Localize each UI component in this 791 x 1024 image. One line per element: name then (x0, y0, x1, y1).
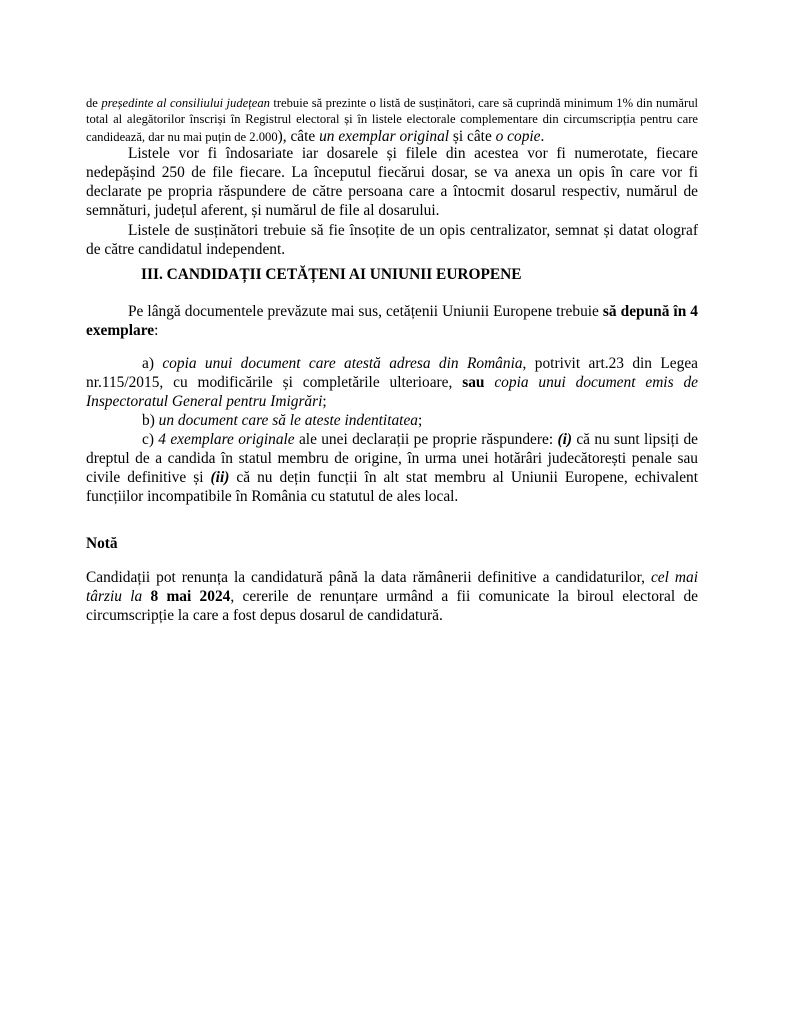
text-run: Candidații pot renunța la candidatură până la data rămânerii definitive a candidaturilor, (86, 569, 651, 586)
bold-run: să depună în 4 exemplare (86, 303, 698, 339)
note-paragraph (86, 568, 698, 625)
text-run: . (540, 128, 545, 145)
section-heading: III. CANDIDAȚII CETĂȚENI AI UNIUNII EUROPENE (141, 266, 522, 283)
text-run: că nu sunt lipsiți de dreptul de a candida în statul membru de origine, în urma unei hotărâri judecătorești penale sau civile definitive și (86, 431, 698, 486)
note-title: Notă (86, 535, 118, 552)
italic-run: copia unui document emis de Inspectoratul General pentru Imigrări (86, 374, 698, 410)
text-run: a) (142, 355, 163, 372)
text-run: ale unei declarații pe proprie răspundere: (294, 431, 558, 448)
italic-run: copia unui document care atestă adresa din România (162, 355, 523, 372)
text-run (484, 374, 494, 391)
italic-run: 4 exemplare originale (158, 431, 295, 448)
bold-run: sau (462, 374, 485, 391)
list-item-b (86, 411, 698, 430)
text-run: de (86, 96, 102, 110)
text-run: că nu dețin funcții în alt stat membru al Uniunii Europene, echivalent funcțiilor incompatibile în România cu statutul de ales local. (86, 469, 698, 505)
text-run: și câte (449, 128, 496, 145)
paragraph-eu-citizens (86, 302, 698, 340)
bold-italic-run: (i) (557, 431, 572, 448)
paragraph-supporters-list (86, 95, 698, 146)
text-run: câte (290, 128, 320, 145)
bold-italic-run: (ii) (210, 469, 230, 486)
text-run: , cererile de renunțare urmând a fii comunicate la biroul electoral de circumscripție la care a fost depus dosarul de candidatură. (86, 588, 698, 624)
text-run: Pe lângă documentele prevăzute mai sus, cetățenii Uniunii Europene trebuie (128, 303, 603, 320)
text-run: b) (142, 412, 159, 429)
italic-run: un document care să le ateste indentitatea (158, 412, 418, 429)
text-run: trebuie să prezinte o listă de susținători, care să cuprindă minimum 1% din numărul total al alegătorilor înscriși în Registrul electoral și în listele electorale complementare din circumscripția pentru care candidează, dar nu mai puțin de 2.000 (86, 96, 698, 144)
paragraph-centralizing-index: Listele de susținători trebuie să fie însoțite de un opis centralizator, semnat și datat olograf de către candidatul independent. (86, 222, 698, 258)
text-run: ), (277, 128, 291, 145)
italic-run: președinte al consiliului județean (101, 96, 270, 110)
list-item-c (86, 430, 698, 506)
paragraph-lists-binding: Listele vor fi îndosariate iar dosarele și filele din acestea vor fi numerotate, fiecare nedepășind 250 de file fiecare. La începutul fiecărui dosar, se va anexa un opis în care vor fi declarate pe propria răspundere de către persoana care a întocmit dosarul respectiv, numărul de semnături, județul aferent, și numărul de file al dosarului. (86, 145, 698, 219)
text-run: : (154, 322, 159, 339)
italic-run: un exemplar original (319, 128, 450, 145)
list-item-a (86, 354, 698, 411)
italic-run: cel mai târziu la (86, 569, 698, 605)
text-run: c) (142, 431, 159, 448)
text-run: , potrivit art.23 din Legea nr.115/2015, cu modificările și completările ulterioare, (86, 355, 698, 391)
italic-run: o copie (495, 128, 541, 145)
text-run: ; (417, 412, 423, 429)
text-run: ; (322, 393, 327, 410)
bold-run: 8 mai 2024 (150, 588, 231, 605)
